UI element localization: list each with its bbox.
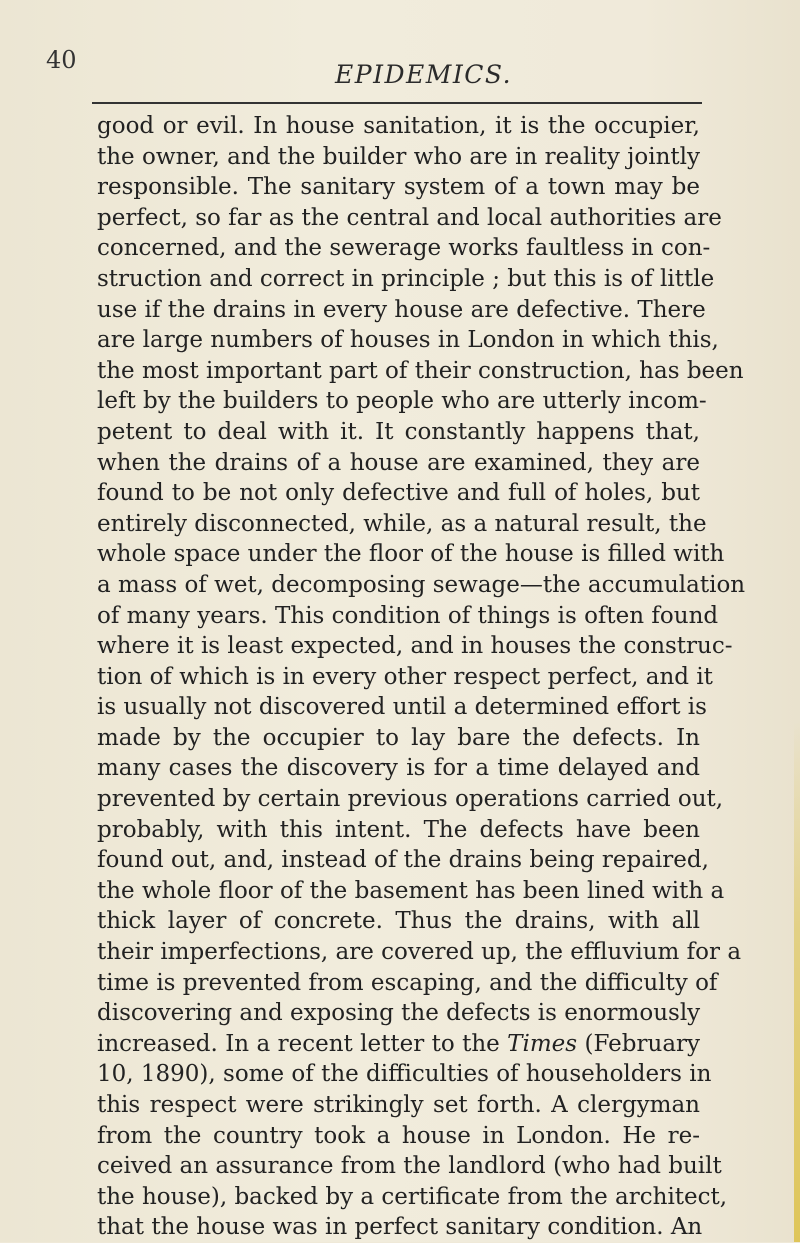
text-line: this respect were strikingly set forth. A clergyman [97, 1092, 700, 1118]
text-line: probably, with this intent. The defects have been [97, 816, 700, 843]
text-line: whole space under the floor of the house is filled with [97, 541, 725, 568]
text-line: 10, 1890), some of the difficulties of householders in [97, 1061, 712, 1088]
text-line: concerned, and the sewerage works faultless in con- [97, 235, 711, 262]
text-segment: increased. In a recent letter to the [97, 1030, 500, 1057]
text-line: the house), backed by a certificate from the architect, [97, 1183, 728, 1210]
text-line: when the drains of a house are examined, they are [97, 449, 700, 476]
text-line: the whole floor of the basement has been lined with a [97, 877, 725, 904]
text-line: the most important part of their construction, has been [97, 357, 744, 384]
running-head: EPIDEMICS. [335, 60, 513, 89]
text-line: from the country took a house in London. He re- [97, 1122, 700, 1149]
text-line: a mass of wet, decomposing sewage—the accumulation [97, 571, 746, 598]
text-line: prevented by certain previous operations carried out, [97, 786, 724, 813]
text-line: left by the builders to people who are utterly incom- [97, 388, 707, 415]
text-line: their imperfections, are covered up, the effluvium for a [97, 939, 742, 966]
text-line: perfect, so far as the central and local authorities are [97, 204, 722, 231]
text-line: tion of which is in every other respect perfect, and it [97, 663, 713, 690]
text-line: time is prevented from escaping, and the difficulty of [97, 969, 718, 996]
text-line: many cases the discovery is for a time delayed and [97, 755, 700, 782]
text-line: entirely disconnected, while, as a natural result, the [97, 510, 707, 537]
text-line: thick layer of concrete. Thus the drains, with all [97, 908, 700, 935]
text-line: ceived an assurance from the landlord (who had built [97, 1153, 722, 1180]
text-line: good or evil. In house sanitation, it is the occupier, [97, 113, 700, 139]
text-line [97, 1029, 700, 1060]
text-line: is usually not discovered until a determined effort is [97, 694, 707, 721]
text-line: struction and correct in principle ; but this is of little [97, 265, 715, 292]
text-line: responsible. The sanitary system of a town may be [97, 174, 700, 201]
text-line: that the house was in perfect sanitary condition. An [97, 1214, 703, 1241]
text-line: of many years. This condition of things is often found [97, 602, 719, 629]
page-edge-shading [794, 720, 800, 1242]
text-line: are large numbers of houses in London in which this, [97, 327, 719, 354]
page-number: 40 [46, 46, 77, 74]
text-line: petent to deal with it. It constantly happens that, [97, 418, 700, 445]
newspaper-title: Times [507, 1030, 578, 1057]
text-line: made by the occupier to lay bare the defects. In [97, 724, 700, 751]
text-segment: (February [584, 1030, 701, 1057]
text-line: found out, and, instead of the drains being repaired, [97, 847, 709, 874]
text-line: found to be not only defective and full of holes, but [97, 480, 700, 507]
text-line: use if the drains in every house are defective. There [97, 296, 706, 323]
text-line: the owner, and the builder who are in reality jointly [97, 143, 700, 170]
text-line: discovering and exposing the defects is enormously [97, 1000, 701, 1027]
text-line: where it is least expected, and in houses the construc- [97, 633, 733, 660]
body-paragraph [97, 111, 746, 1243]
header-rule [92, 102, 702, 104]
